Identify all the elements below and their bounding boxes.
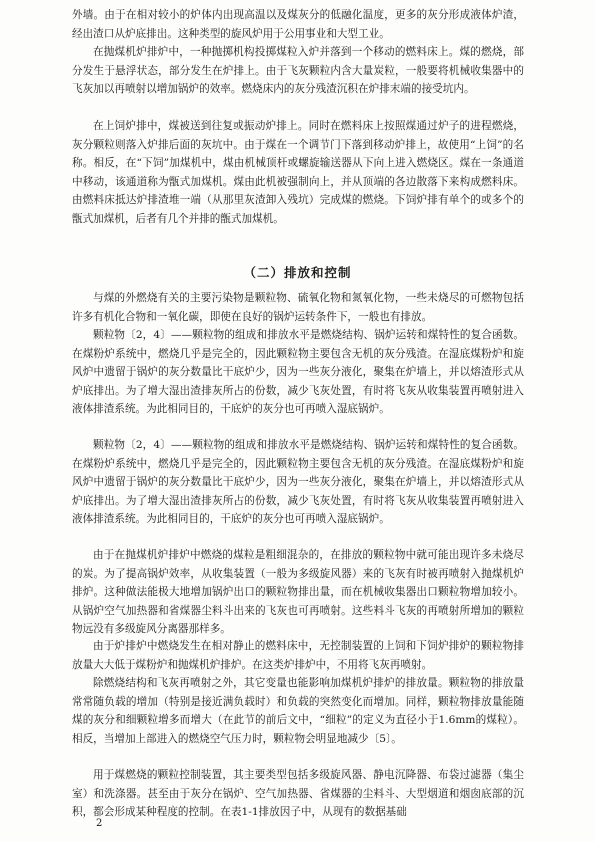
paragraph-cyclone-furnace-end: 外墙。由于在相对较小的炉体内出现高温以及煤灰分的低融化温度，更多的灰分形成液体炉渣，经出渣口从炉底排出。这种类型的旋风炉用于公用事业和大型工业。: [72, 9, 524, 40]
paragraph-grate-firing: 由于炉排炉中燃烧发生在相对静止的燃料床中，无控制装置的上饲和下饲炉排炉的颗粒物排放量大大低于煤粉炉和抛煤机炉排炉。在这类炉排炉中，不用将飞灰再喷射。: [72, 640, 524, 671]
paragraph-pollutants-intro: 与煤的外燃烧有关的主要污染物是颗粒物、硫氧化物和氮氧化物，一些未烧尽的可燃物包括许多有机化合物和一氧化碳，即使在良好的锅炉运转条件下，一般也有排放。: [72, 292, 524, 323]
page-number: 2: [96, 818, 103, 829]
paragraph-control-devices: 用于煤燃烧的颗粒控制装置，其主要类型包括多级旋风器、静电沉降器、布袋过滤器（集尘室）和洗涤器。甚至由于灰分在锅炉、空气加热器、省煤器的尘料斗、大型烟道和烟囱底部的沉积，都会形成某种程度的控制。在表1-1排放因子中，从现有的数据基础: [72, 769, 524, 819]
paragraph-spreader-reinjection: 由于在抛煤机炉排炉中燃烧的煤粒是粗细混杂的，在排放的颗粒物中就可能出现许多未烧尽的炭。为了提高锅炉效率，从收集装置（一般为多级旋风器）来的飞灰有时被再喷射入抛煤机炉排炉。这种做法能极大地增加锅炉出口的颗粒物排出量，而在机械收集器出口颗粒物增加较小。从锅炉空气加热器和省煤器尘料斗出来的飞灰也可再喷射。这些料斗飞灰的再喷射所增加的颗粒物远没有多级旋风分离器那样多。: [72, 549, 524, 636]
paragraph-overfeed-underfeed: 在上饲炉排中，煤被送到往复或振动炉排上。同时在燃料床上按照煤通过炉子的进程燃烧，灰分颗粒则落入炉排后面的灰坑中。由于煤在一个调节门下落到移动炉排上，故使用“上饲”的名称。相反，在“下饲”加煤机中，煤由机械顶杆或螺旋输送器从下向上进入燃烧区。煤在一条通道中移动，该通道称为甑式加煤机。煤由此机被强制向上，并从顶端的各边散落下来构成燃料床。由燃料床抵达炉排渣堆一端（从那里灰渣卸入残坑）完成煤的燃烧。下饲炉排有单个的或多个的甑式加煤机，后者有几个并排的甑式加煤机。: [72, 120, 524, 225]
paragraph-spreader-stoker: 在抛煤机炉排炉中，一种抛掷机构投掷煤粒入炉并落到一个移动的燃料床上。煤的燃烧，部分发生于悬浮状态，部分发生在炉排上。由于飞灰颗粒内含大量炭粒，一般要将机械收集器中的飞灰加以再喷射以增加锅炉的效率。燃烧床内的灰分残渣沉积在炉排末端的接受坑内。: [72, 46, 524, 96]
paragraph-particulate-2: 颗粒物〔2，4〕——颗粒物的组成和排放水平是燃烧结构、锅炉运转和煤特性的复合函数。在煤粉炉系统中，燃烧几乎是完全的，因此颗粒物主要包含无机的灰分残渣。在湿底煤粉炉和旋风炉中遗留于锅炉的灰分数量比干底炉少，因为一些灰分液化，聚集在炉墙上，并以熔渣形式从炉底排出。为了增大湿出渣排灰所占的份数，减少飞灰处置，有时将飞灰从收集装置再喷射进入液体排渣系统。为此相同目的，干底炉的灰分也可再喷入湿底锅炉。: [72, 439, 524, 526]
paragraph-variables: 除燃烧结构和飞灰再喷射之外，其它变量也能影响加煤机炉排炉的排放量。颗粒物的排放量常常随负载的增加（特别是接近满负载时）和负载的突然变化而增加。同样，颗粒物排放量能随煤的灰分和细颗粒增多而增大（在此节的前后文中，“细粒”的定义为直径小于1.6mm的煤粒）。相反，当增加上部进入的燃烧空气压力时，颗粒物会明显地减少〔5〕。: [72, 677, 524, 745]
section-heading: （二）排放和控制: [243, 265, 352, 280]
paragraph-particulate-1: 颗粒物〔2，4〕——颗粒物的组成和排放水平是燃烧结构、锅炉运转和煤特性的复合函数。在煤粉炉系统中，燃烧几乎是完全的，因此颗粒物主要包含无机的灰分残渣。在湿底煤粉炉和旋风炉中遗留于锅炉的灰分数量比干底炉少，因为一些灰分液化，聚集在炉墙上，并以熔渣形式从炉底排出。为了增大湿出渣排灰所占的份数，减少飞灰处置，有时将飞灰从收集装置再喷射进入液体排渣系统。为此相同目的，干底炉的灰分也可再喷入湿底锅炉。: [72, 329, 524, 416]
